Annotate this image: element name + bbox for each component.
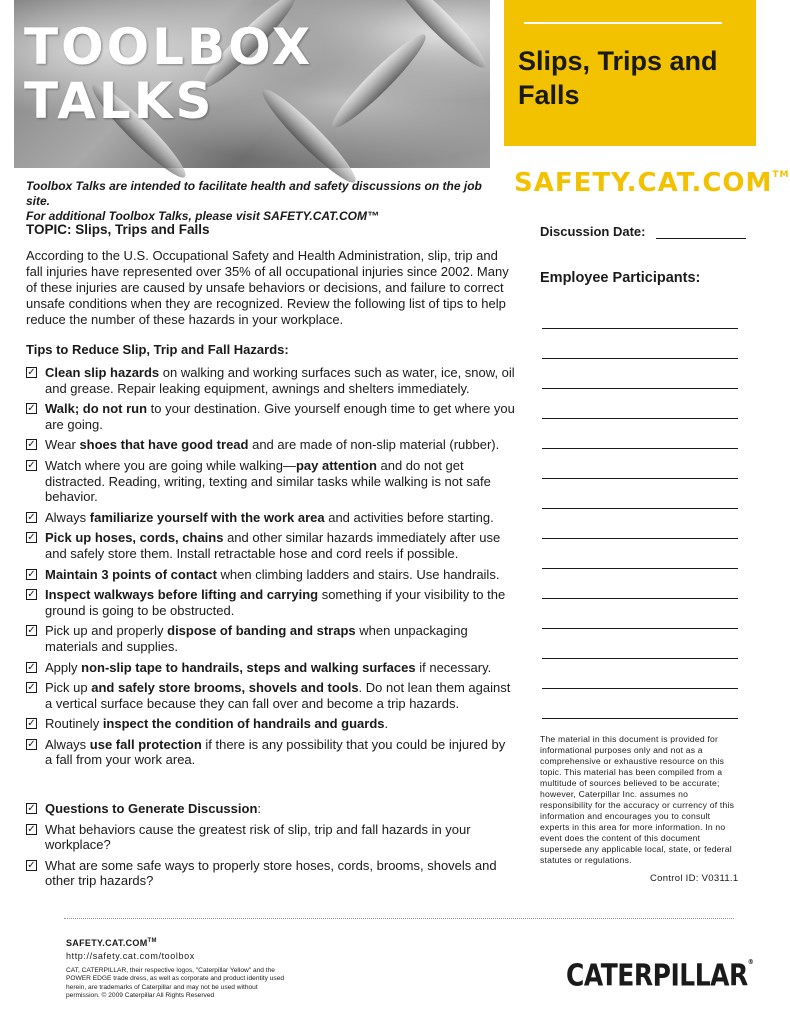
- participant-signature-line[interactable]: [542, 688, 738, 689]
- checkbox-icon: ✓: [27, 803, 36, 815]
- checkbox-icon: ✓: [27, 738, 36, 750]
- question-item: ✓ What behaviors cause the greatest risk of slip, trip and fall hazards in your workplace?: [27, 821, 471, 853]
- footer-url[interactable]: http://safety.cat.com/toolbox: [66, 951, 195, 961]
- topic-heading: TOPIC: Slips, Trips and Falls: [26, 222, 210, 237]
- participant-signature-line[interactable]: [542, 658, 738, 659]
- checkbox-icon: ✓: [27, 682, 36, 694]
- checkbox-icon: ✓: [27, 511, 36, 523]
- questions-list: [26, 801, 516, 889]
- banner-title-line: TOOLBOX: [24, 18, 314, 76]
- banner-title-line: TALKS: [24, 72, 215, 130]
- toolbox-talks-banner: [14, 0, 490, 168]
- intro-line: For additional Toolbox Talks, please visit SAFETY.CAT.COM™: [26, 209, 379, 223]
- disclaimer: The material in this document is provided for informational purposes only and not as a comprehensive or exhaustive resource on this topic. This material has been compiled from a multitude of sources believed to be accurate; however, Caterpillar Inc. assumes no responsibility for the accuracy or currency of this information and encourages you to consult experts in this area for more information. In no event does the content of this document supersede any applicable local, state, or federal statutes or regulations.: [540, 734, 735, 865]
- tip-item: ✓ Always familiarize yourself with the work area and activities before starting.: [27, 509, 494, 525]
- tip-item: ✓ Pick up and safely store brooms, shovels and tools. Do not lean them against a vertical surface because they can fall over and become a trip hazards.: [27, 680, 511, 711]
- participant-signature-line[interactable]: [542, 448, 738, 449]
- checkbox-icon: ✓: [27, 589, 36, 601]
- tips-list: [26, 365, 516, 768]
- participant-signature-line[interactable]: [542, 358, 738, 359]
- topic-title-box: [504, 0, 756, 146]
- tip-item: ✓ Always use fall protection if there is any possibility that you could be injured by a fall from your work area.: [27, 736, 506, 768]
- participant-signature-line[interactable]: [542, 718, 738, 719]
- logo-text: CATERPILLAR: [566, 958, 748, 993]
- caterpillar-logo: [566, 958, 753, 993]
- tip-item: ✓ Walk; do not run to your destination. Give yourself enough time to get where you are going.: [27, 401, 515, 432]
- banner-title: [24, 20, 313, 128]
- tip-item: ✓ Pick up and properly dispose of banding and straps when unpackaging materials and supplies.: [27, 623, 468, 654]
- participant-signature-line[interactable]: [542, 508, 738, 509]
- footer-divider: [64, 918, 734, 919]
- checkbox-icon: ✓: [27, 718, 36, 730]
- checkbox-icon: ✓: [27, 367, 36, 378]
- checkbox-icon: ✓: [27, 459, 36, 471]
- diamond-plate-tread: [325, 27, 432, 134]
- main-content: [26, 222, 516, 894]
- question-item: ✓ What are some safe ways to properly store hoses, cords, brooms, shovels and other trip hazards?: [27, 857, 497, 889]
- discussion-date-label: Discussion Date:: [540, 224, 646, 239]
- footer-site-text: SAFETY.CAT.COM: [66, 938, 148, 948]
- participant-signature-line[interactable]: [542, 418, 738, 419]
- trademark: TM: [772, 170, 790, 180]
- participant-signature-line[interactable]: [542, 598, 738, 599]
- checkbox-icon: ✓: [27, 439, 36, 451]
- tip-item: ✓ Clean slip hazards on walking and working surfaces such as water, ice, snow, oil and grease. Repair leaking equipment, awnings and shelters immediately.: [27, 365, 515, 396]
- participant-signature-line[interactable]: [542, 388, 738, 389]
- divider: [524, 22, 722, 24]
- topic-body: According to the U.S. Occupational Safety and Health Administration, slip, trip and fall injuries have represented over 35% of all occupational injuries since 2002. Many of these injuries are caused by unsafe behaviors or decisions, and failure to correct unsafe conditions when they are recognized. Review the following list of tips to help reduce the number of these hazards in your workplace.: [26, 248, 509, 327]
- tips-heading: Tips to Reduce Slip, Trip and Fall Hazards:: [26, 342, 289, 357]
- checkbox-icon: ✓: [27, 403, 36, 415]
- question-item: ✓ Questions to Generate Discussion:: [27, 801, 262, 817]
- intro-line: Toolbox Talks are intended to facilitate health and safety discussions on the job site.: [26, 179, 482, 208]
- checkbox-icon: ✓: [27, 625, 36, 637]
- trademark: TM: [147, 938, 157, 944]
- registered-mark: ®: [747, 958, 754, 967]
- control-id: Control ID: V0311.1: [650, 873, 739, 884]
- participant-signature-line[interactable]: [542, 478, 738, 479]
- checkbox-icon: ✓: [27, 532, 36, 544]
- employee-participants-label: Employee Participants:: [540, 270, 701, 286]
- tip-item: ✓ Inspect walkways before lifting and carrying something if your visibility to the ground is going to be obstructed.: [27, 587, 506, 618]
- footer-site: [66, 938, 286, 948]
- checkbox-icon: ✓: [27, 859, 36, 871]
- tip-item: ✓ Watch where you are going while walking—pay attention and do not get distracted. Reading, writing, texting and similar tasks while walking is not safe behavior.: [27, 457, 491, 505]
- tip-item: ✓ Apply non-slip tape to handrails, steps and walking surfaces if necessary.: [27, 659, 492, 675]
- safety-cat-brand: [514, 168, 790, 198]
- topic-title: Slips, Trips and Falls: [518, 46, 718, 110]
- participants-panel: [540, 224, 750, 286]
- tip-item: ✓ Maintain 3 points of contact when climbing ladders and stairs. Use handrails.: [27, 566, 500, 582]
- tip-item: ✓ Routinely inspect the condition of handrails and guards.: [27, 716, 389, 732]
- footer-legal: CAT, CATERPILLAR, their respective logos, "Caterpillar Yellow" and the POWER EDGE trade dress, as well as corporate and product identity used herein, are trademarks of Caterpillar and may not be used without permission. © 2009 Caterpillar All Rights Reserved: [66, 967, 285, 1000]
- discussion-date-field[interactable]: [656, 238, 746, 239]
- tip-item: ✓ Pick up hoses, cords, chains and other similar hazards immediately after use and safely store them. Install retractable hose and cord reels if possible.: [27, 530, 501, 561]
- participant-signature-line[interactable]: [542, 628, 738, 629]
- checkbox-icon: ✓: [27, 568, 36, 580]
- participant-signature-line[interactable]: [542, 538, 738, 539]
- brand-text: SAFETY.CAT.COM: [514, 168, 773, 198]
- participant-signature-line[interactable]: [542, 328, 738, 329]
- checkbox-icon: ✓: [27, 823, 36, 835]
- footer: [66, 938, 286, 1001]
- intro-text: [26, 179, 496, 224]
- checkbox-icon: ✓: [27, 661, 36, 673]
- tip-item: ✓ Wear shoes that have good tread and are made of non-slip material (rubber).: [27, 437, 500, 453]
- participant-signature-line[interactable]: [542, 568, 738, 569]
